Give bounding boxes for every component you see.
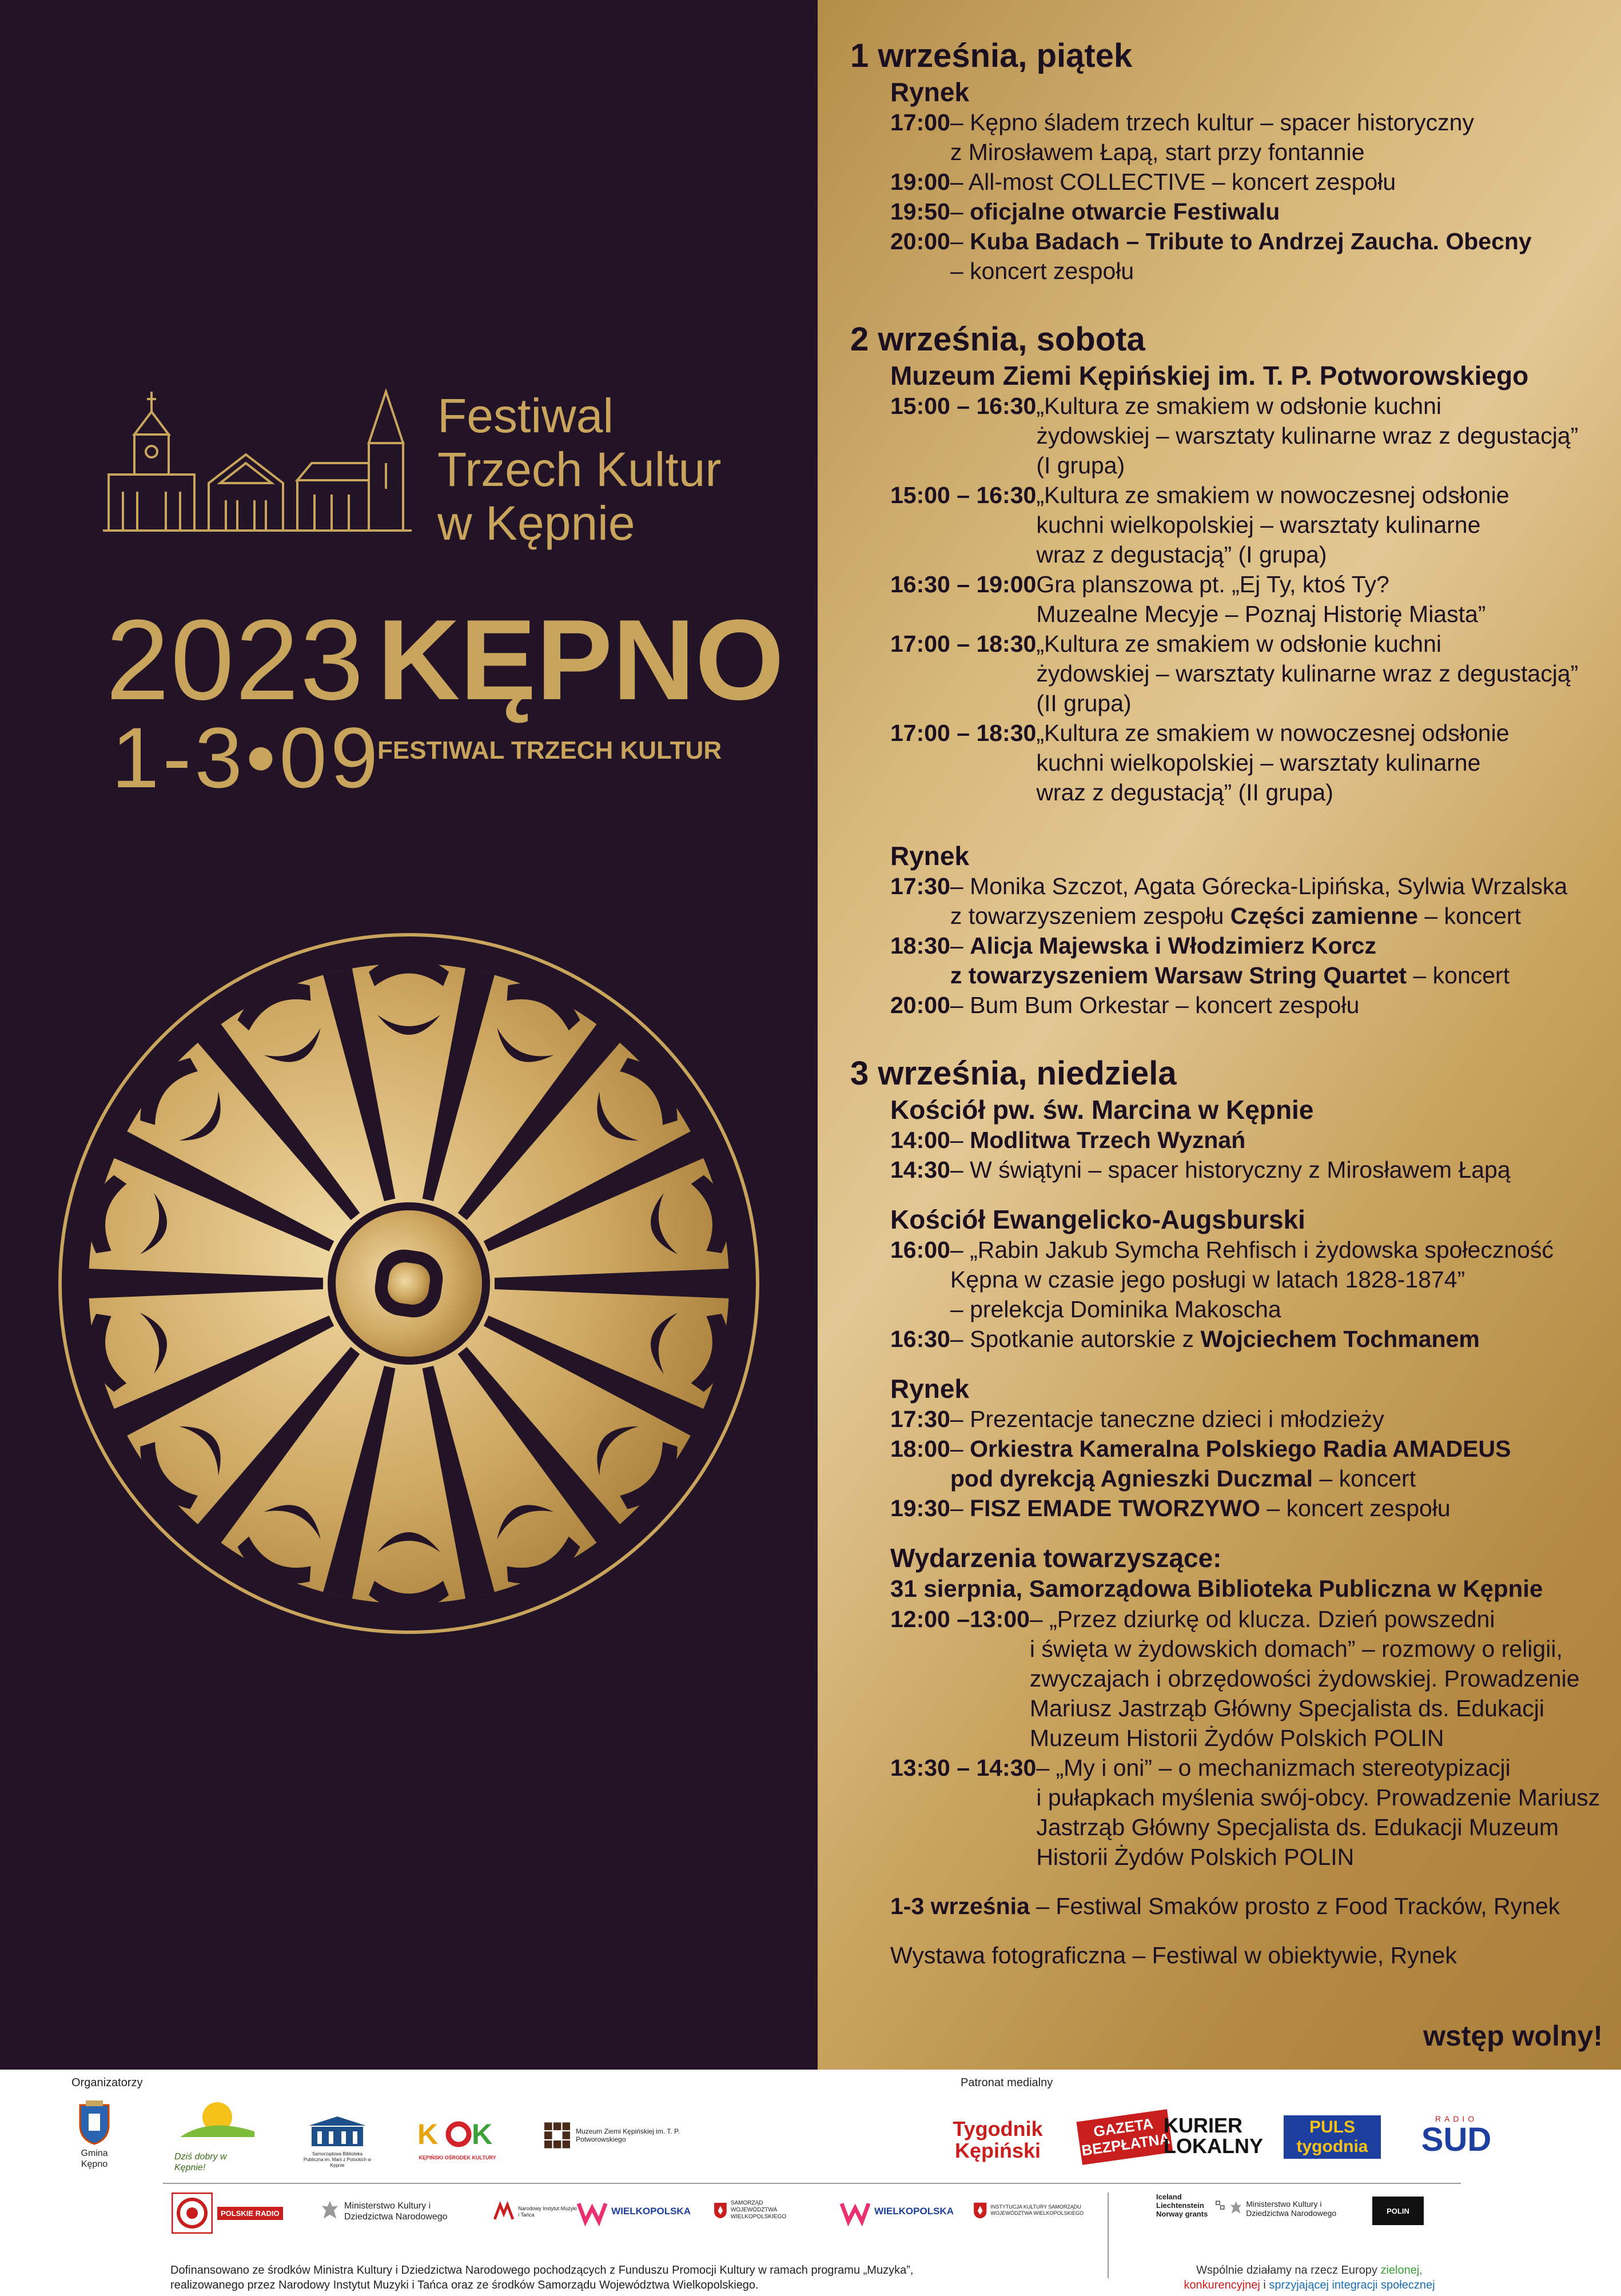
list-item: 19:00 – All-most COLLECTIVE – koncert zespołu bbox=[890, 169, 1396, 195]
list-item: 18:00 – Orkiestra Kameralna Polskiego Radia AMADEUS pod dyrekcją Agnieszki Duczmal – koncert bbox=[890, 1436, 1511, 1492]
kurier-logo: KURIER LOKALNY bbox=[1164, 2114, 1263, 2158]
extra-venue: 31 sierpnia, Samorządowa Biblioteka Publiczna w Kępnie bbox=[890, 1575, 1543, 1602]
festival-subtitle: FESTIWAL TRZECH KULTUR bbox=[377, 736, 722, 764]
gmina-kepno-logo: Gmina Kępno bbox=[71, 2099, 117, 2170]
list-item: 15:00 – 16:30 „Kultura ze smakiem w nowoczesnej odsłonie kuchni wielkopolskiej – warsztaty kulinarne wraz z degustacją” (I grupa) bbox=[890, 482, 1510, 568]
day2-venue1: Muzeum Ziemi Kępińskiej im. T. P. Potworowskiego bbox=[890, 361, 1529, 390]
slogan-logo: Dziś dobry w Kępnie! bbox=[174, 2097, 260, 2173]
organizers-label: Organizatorzy bbox=[71, 2076, 143, 2089]
samorzad-logo: SAMORZĄD WOJEWÓDZTWA WIELKOPOLSKIEGO bbox=[714, 2194, 805, 2226]
tygodnik-logo: Tygodnik Kępiński bbox=[953, 2117, 1043, 2162]
festival-year: 2023 bbox=[106, 596, 365, 724]
nimit-icon bbox=[493, 2198, 515, 2226]
list-item: 12:00 –13:00 – „Przez dziurkę od klucza. Dzień powszedni i święta w żydowskich domach” – rozmowy o religii, zwyczajach i obrzędowości żydowskiej. Prowadzenie Mariusz Jastrząb Główny Specjalista ds. Edukacji Muzeum Historii Żydów Polskich POLIN bbox=[890, 1606, 1580, 1751]
list-item: 16:30 – Spotkanie autorskie z Wojciechem Tochmanem bbox=[890, 1326, 1480, 1352]
building-icon bbox=[306, 2114, 369, 2148]
museum-logo: Muzeum Ziemi Kępińskiej im. T. P. Potworowskiego bbox=[544, 2118, 693, 2152]
grid-mark-icon bbox=[1216, 2194, 1225, 2217]
free-entry: wstęp wolny! bbox=[1423, 2020, 1603, 2052]
ministry-logo-2: Ministerstwo Kultury i Dziedzictwa Narodowego bbox=[1229, 2194, 1344, 2223]
svg-text:K: K bbox=[472, 2118, 493, 2150]
svg-text:K: K bbox=[417, 2118, 439, 2150]
day3-venue2: Kościół Ewangelicko-Augsburski bbox=[890, 1205, 1305, 1234]
polin-logo: POLIN bbox=[1372, 2197, 1424, 2225]
food-trucks-line: 1-3 września – Festiwal Smaków prosto z Food Tracków, Rynek bbox=[890, 1893, 1560, 1919]
list-item: 20:00 – Bum Bum Orkestar – koncert zespołu bbox=[890, 992, 1360, 1018]
list-item: 16:00 – „Rabin Jakub Symcha Rehfisch i żydowska społeczność Kępna w czasie jego posługi w latach 1828-1874” – prelekcja Dominika Makoscha bbox=[890, 1237, 1554, 1322]
radio-spiral-icon bbox=[172, 2193, 213, 2234]
eagle-icon bbox=[320, 2194, 340, 2229]
list-item: 19:50 – oficjalne otwarcie Festiwalu bbox=[890, 198, 1280, 225]
puls-logo: PULS tygodnia bbox=[1284, 2115, 1381, 2159]
day1-venue: Rynek bbox=[890, 77, 970, 107]
gazeta-logo: GAZETA BEZPŁATNA bbox=[1076, 2109, 1173, 2165]
kok-icon bbox=[417, 2118, 497, 2150]
festival-city: KĘPNO bbox=[377, 596, 784, 724]
w-mark-icon bbox=[839, 2195, 871, 2227]
list-item: 17:30 – Monika Szczot, Agata Górecka-Lipińska, Sylwia Wrzalska z towarzyszeniem zespołu Części zamienne – koncert bbox=[890, 873, 1568, 929]
funding-note: Dofinansowano ze środków Ministra Kultury i Dziedzictwa Narodowego pochodzących z Funduszu Promocji Kultury w ramach programu „Muzyka”, realizowanego przez Narodowy Instytut Muzyki i Tańca oraz ze środków Samorządu Województwa Wielkopolskiego. bbox=[170, 2264, 914, 2291]
festival-dates: 1-3•09 bbox=[111, 709, 382, 806]
radio-sud-logo: RADIO SUD bbox=[1421, 2114, 1492, 2158]
list-item: 17:30 – Prezentacje taneczne dzieci i młodzieży bbox=[890, 1406, 1384, 1432]
kok-logo: K K KĘPIŃSKI OŚRODEK KULTURY bbox=[417, 2118, 497, 2163]
sun-icon bbox=[174, 2097, 260, 2148]
coat-of-arms-icon bbox=[77, 2099, 111, 2145]
festival-name-line3: w Kępnie bbox=[437, 496, 635, 550]
polskie-radio-logo: POLSKIE RADIO bbox=[172, 2193, 297, 2234]
day2-venue2: Rynek bbox=[890, 841, 970, 871]
shield-icon bbox=[714, 2194, 727, 2226]
library-logo: Samorządowa Biblioteka Publiczna im. Marii z Potockich w Kępnie bbox=[303, 2114, 372, 2169]
footer-vertical-divider bbox=[1108, 2193, 1109, 2278]
list-item: 15:00 – 16:30 „Kultura ze smakiem w odsłonie kuchni żydowskiej – warsztaty kulinarne wraz z degustacją” (I grupa) bbox=[890, 393, 1579, 479]
eea-note: Wspólnie działamy na rzecz Europy zielonej, konkurencyjnej i sprzyjającej integracji społecznej bbox=[1184, 2264, 1435, 2291]
day3-venue3: Rynek bbox=[890, 1374, 970, 1404]
list-item: 14:00 – Modlitwa Trzech Wyznań bbox=[890, 1127, 1246, 1153]
patrons-label: Patronat medialny bbox=[961, 2076, 1053, 2089]
day3-title: 3 września, niedziela bbox=[850, 1055, 1177, 1092]
list-item: 17:00 – Kępno śladem trzech kultur – spacer historyczny z Mirosławem Łapą, start przy fontannie bbox=[890, 109, 1474, 165]
wielkopolska-logo: WIELKOPOLSKA bbox=[576, 2195, 691, 2227]
list-item: 17:00 – 18:30 „Kultura ze smakiem w odsłonie kuchni żydowskiej – warsztaty kulinarne wraz z degustacją” (II grupa) bbox=[890, 631, 1579, 716]
nimit-logo: Narodowy Instytut Muzyki i Tańca bbox=[493, 2198, 579, 2226]
rosette-ornament-icon bbox=[51, 926, 766, 1641]
festival-name bbox=[437, 389, 721, 550]
eea-grants-logo: Iceland Liechtenstein Norway grants bbox=[1156, 2193, 1225, 2218]
festival-name-line2: Trzech Kultur bbox=[437, 443, 722, 496]
photo-exhibition-line: Wystawa fotograficzna – Festiwal w obiektywie, Rynek bbox=[890, 1942, 1457, 1968]
museum-grid-icon bbox=[544, 2118, 570, 2152]
day1-title: 1 września, piątek bbox=[850, 37, 1133, 74]
list-item: 19:30 – FISZ EMADE TWORZYWO – koncert zespołu bbox=[890, 1495, 1451, 1521]
list-item: 13:30 – 14:30 – „My i oni” – o mechanizmach stereotypizacji i pułapkach myślenia swój-obcy. Prowadzenie Mariusz Jastrząb Główny Specjalista ds. Edukacji Muzeum Historii Żydów Polskich POLIN bbox=[890, 1755, 1600, 1870]
list-item: 17:00 – 18:30 „Kultura ze smakiem w nowoczesnej odsłonie kuchni wielkopolskiej – warsztaty kulinarne wraz z degustacją” (II grupa) bbox=[890, 720, 1510, 806]
w-mark-icon bbox=[576, 2195, 608, 2227]
ministry-logo: Ministerstwo Kultury i Dziedzictwa Narodowego bbox=[320, 2194, 480, 2229]
eagle-icon bbox=[1229, 2194, 1242, 2223]
list-item: 20:00 – Kuba Badach – Tribute to Andrzej Zaucha. Obecny – koncert zespołu bbox=[890, 228, 1532, 284]
list-item: 16:30 – 19:00 Gra planszowa pt. „Ej Ty, ktoś Ty? Muzealne Mecyje – Poznaj Historię Miasta” bbox=[890, 571, 1486, 627]
shield-icon bbox=[973, 2194, 987, 2226]
day2-title: 2 września, sobota bbox=[850, 321, 1145, 358]
list-item: 18:30 – Alicja Majewska i Włodzimierz Korcz z towarzyszeniem Warsaw String Quartet – koncert bbox=[890, 932, 1510, 988]
wielkopolska-logo-2: WIELKOPOLSKA bbox=[839, 2195, 954, 2227]
churches-icon bbox=[103, 389, 412, 532]
footer-divider bbox=[163, 2183, 1461, 2184]
instytucja-logo: INSTYTUCJA KULTURY SAMORZĄDU WOJEWÓDZTWA WIELKOPOLSKIEGO bbox=[973, 2194, 1093, 2226]
program-list bbox=[850, 35, 1611, 1970]
list-item: 14:30 – W świątyni – spacer historyczny z Mirosławem Łapą bbox=[890, 1157, 1511, 1183]
extra-title: Wydarzenia towarzyszące: bbox=[890, 1543, 1222, 1573]
day3-venue1: Kościół pw. św. Marcina w Kępnie bbox=[890, 1095, 1314, 1125]
festival-name-line1: Festiwal bbox=[437, 389, 614, 443]
